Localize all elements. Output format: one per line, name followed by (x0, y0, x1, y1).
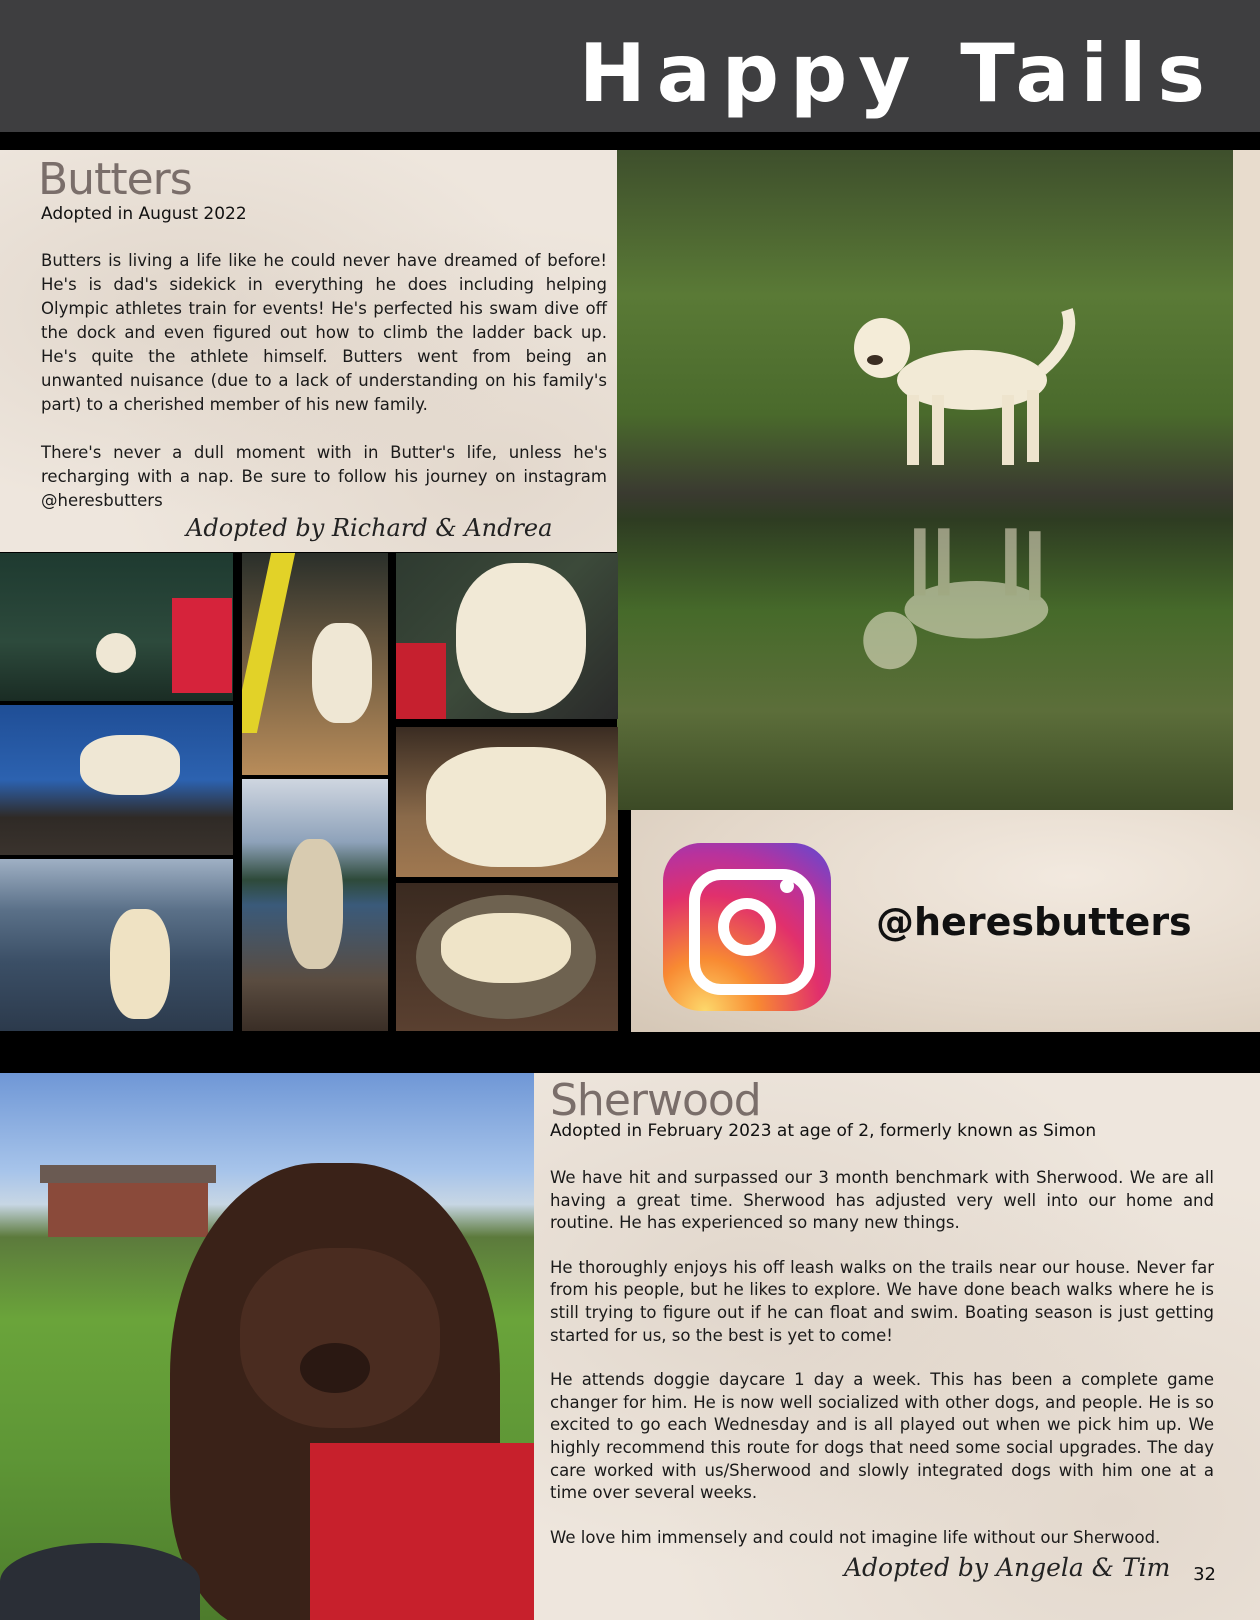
instagram-icon-dot (780, 879, 794, 893)
dog-reflection (847, 520, 1077, 690)
dog-figure (110, 909, 170, 1019)
page-title: Happy Tails (578, 27, 1216, 120)
sherwood-photo (0, 1073, 534, 1620)
instagram-handle[interactable]: @heresbutters (876, 900, 1192, 944)
butters-name: Butters (38, 154, 192, 205)
dog-figure (441, 913, 571, 983)
sherwood-story-panel (534, 1073, 1260, 1620)
photo-dog-window (396, 727, 618, 877)
instagram-icon[interactable] (663, 843, 831, 1011)
butters-story (41, 249, 607, 513)
yellow-ladder (242, 553, 295, 733)
page-header (0, 0, 1260, 132)
photo-dog-sitting-dock (242, 779, 388, 1031)
page-number: 32 (1193, 1564, 1216, 1585)
atv-seat (0, 1543, 200, 1620)
dog-figure (96, 633, 136, 673)
sherwood-signature: Adopted by Angela & Tim (844, 1553, 1171, 1582)
barn-roof (40, 1165, 216, 1183)
photo-dog-dock-toy (0, 705, 233, 855)
dog-figure (80, 735, 180, 795)
butters-signature: Adopted by Richard & Andrea (186, 514, 553, 542)
dog-figure (312, 623, 372, 723)
butters-paragraph: There's never a dull moment with in Butter's life, unless he's recharging with a nap. Be sure to follow his journey on instagram @heresbutters (41, 443, 607, 510)
sherwood-paragraph: He thoroughly enjoys his off leash walks on the trails near our house. Never far from his people, but he likes to explore. We have done beach walks where he is still trying to figure out if he can float and swim. Boating season is just getting started for us, so the best is yet to come! (550, 1257, 1214, 1345)
photo-dog-closeup (396, 553, 618, 719)
dog-figure (287, 839, 343, 969)
photo-dog-deck-ladder (242, 553, 388, 775)
photo-dog-napping (396, 883, 618, 1031)
dog-nose (300, 1343, 370, 1393)
sherwood-paragraph: He attends doggie daycare 1 day a week. This has been a complete game changer for him. He is now well socialized with other dogs, and people. He is so excited to go each Wednesday and is all played out when we pick him up. We highly recommend this route for dogs that need some social upgrades. The day care worked with us/Sherwood and slowly integrated dogs with him one at a time over several weeks. (550, 1370, 1214, 1503)
photo-dock-ladder (0, 553, 233, 701)
dog-figure (456, 563, 586, 713)
sherwood-story (550, 1167, 1214, 1549)
dog-head (240, 1248, 440, 1428)
instagram-icon-lens (718, 898, 776, 956)
dog-figure (426, 747, 606, 867)
sherwood-paragraph: We have hit and surpassed our 3 month benchmark with Sherwood. We are all having a great time. Sherwood has adjusted very well into our home and routine. He has experienced so many new things. (550, 1168, 1214, 1233)
atv (310, 1443, 534, 1620)
sherwood-adopted-date: Adopted in February 2023 at age of 2, formerly known as Simon (550, 1121, 1097, 1141)
butters-story-panel (0, 150, 617, 552)
red-chair (172, 598, 232, 693)
photo-dog-lake (0, 859, 233, 1031)
decorative-strip (1233, 150, 1260, 810)
red-chair (396, 643, 446, 719)
barn (48, 1177, 208, 1237)
butters-lake-photo (617, 150, 1233, 810)
butters-paragraph: Butters is living a life like he could never have dreamed of before! He's is dad's sidekick in everything he does including helping Olympic athletes train for events! He's perfected his swam dive off the dock and even figured out how to climb the ladder back up. He's quite the athlete himself. Butters went from being an unwanted nuisance (due to a lack of understanding on his family's part) to a cherished member of his new family. (41, 251, 607, 414)
dog-illustration (837, 300, 1077, 470)
butters-adopted-date: Adopted in August 2022 (41, 204, 247, 224)
sherwood-name: Sherwood (550, 1075, 761, 1126)
sherwood-paragraph: We love him immensely and could not imagine life without our Sherwood. (550, 1527, 1161, 1547)
